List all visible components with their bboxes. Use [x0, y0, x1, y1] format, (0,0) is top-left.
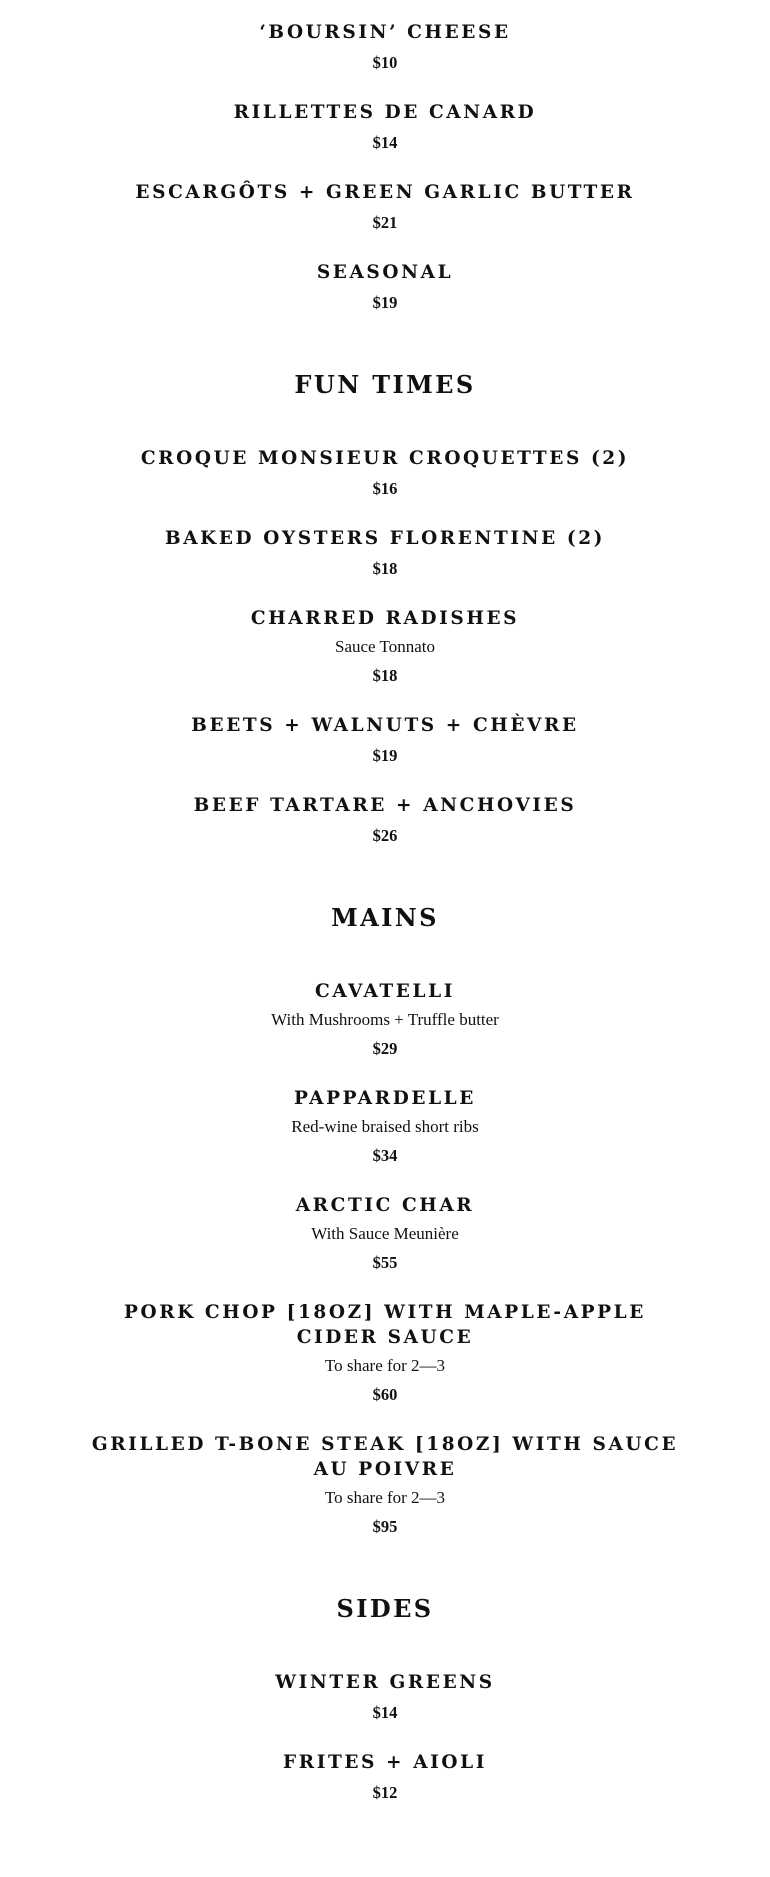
item-name: CHARRED RADISHES [250, 608, 520, 629]
item-price: $14 [372, 1703, 398, 1722]
item-name: WINTER GREENS [275, 1672, 495, 1693]
item-description: With Sauce Meunière [311, 1224, 459, 1243]
item-price: $16 [372, 479, 398, 498]
item-description: To share for 2—3 [324, 1356, 446, 1375]
item-price: $19 [372, 293, 398, 312]
menu-item [85, 713, 685, 767]
menu-item [85, 180, 685, 234]
section-title: MAINS [331, 903, 439, 932]
item-name: RILLETTES DE CANARD [233, 102, 537, 123]
menu-item [85, 1086, 685, 1167]
item-price: $60 [372, 1385, 398, 1404]
item-name: CAVATELLI [315, 981, 455, 1002]
section-fun-times [0, 370, 770, 847]
menu-item [85, 1750, 685, 1804]
menu-item [85, 260, 685, 314]
item-price: $21 [372, 213, 398, 232]
item-name: BAKED OYSTERS FLORENTINE (2) [164, 528, 606, 549]
item-name: ESCARGÔTS + GREEN GARLIC BUTTER [135, 182, 635, 203]
menu-item [85, 979, 685, 1060]
item-name: BEETS + WALNUTS + CHÈVRE [191, 715, 579, 736]
menu-item [85, 100, 685, 154]
menu-item [85, 606, 685, 687]
item-description: With Mushrooms + Truffle butter [271, 1010, 499, 1029]
menu-item [85, 20, 685, 74]
menu-item [85, 793, 685, 847]
item-name: FRITES + AIOLI [283, 1752, 487, 1773]
item-price: $14 [372, 133, 398, 152]
section-title: SIDES [336, 1594, 434, 1623]
item-name: ARCTIC CHAR [295, 1195, 475, 1216]
item-name: ‘BOURSIN’ CHEESE [259, 22, 511, 43]
item-name: GRILLED T-BONE STEAK [18OZ] WITH SAUCE AU POIVRE [91, 1434, 679, 1480]
item-price: $12 [372, 1783, 398, 1802]
item-name: BEEF TARTARE + ANCHOVIES [193, 795, 577, 816]
item-price: $18 [372, 559, 398, 578]
item-description: Red-wine braised short ribs [291, 1117, 479, 1136]
item-price: $29 [372, 1039, 398, 1058]
menu-item [85, 526, 685, 580]
item-description: Sauce Tonnato [335, 637, 435, 656]
section-mains [0, 903, 770, 1538]
item-price: $55 [372, 1253, 398, 1272]
menu-item [85, 1432, 685, 1538]
section-sides [0, 1594, 770, 1804]
item-name: CROQUE MONSIEUR CROQUETTES (2) [140, 448, 630, 469]
menu-item [85, 1193, 685, 1274]
item-name: PAPPARDELLE [294, 1088, 476, 1109]
item-price: $95 [372, 1517, 398, 1536]
item-price: $18 [372, 666, 398, 685]
item-price: $19 [372, 746, 398, 765]
item-price: $34 [372, 1146, 398, 1165]
item-description: To share for 2—3 [324, 1488, 446, 1507]
item-price: $10 [372, 53, 398, 72]
menu-item [85, 1300, 685, 1406]
menu-item [85, 446, 685, 500]
item-name: PORK CHOP [18OZ] WITH MAPLE-APPLE CIDER SAUCE [124, 1302, 646, 1348]
menu-item [85, 1670, 685, 1724]
section-title: FUN TIMES [294, 370, 476, 399]
item-price: $26 [372, 826, 398, 845]
item-name: SEASONAL [316, 262, 454, 283]
